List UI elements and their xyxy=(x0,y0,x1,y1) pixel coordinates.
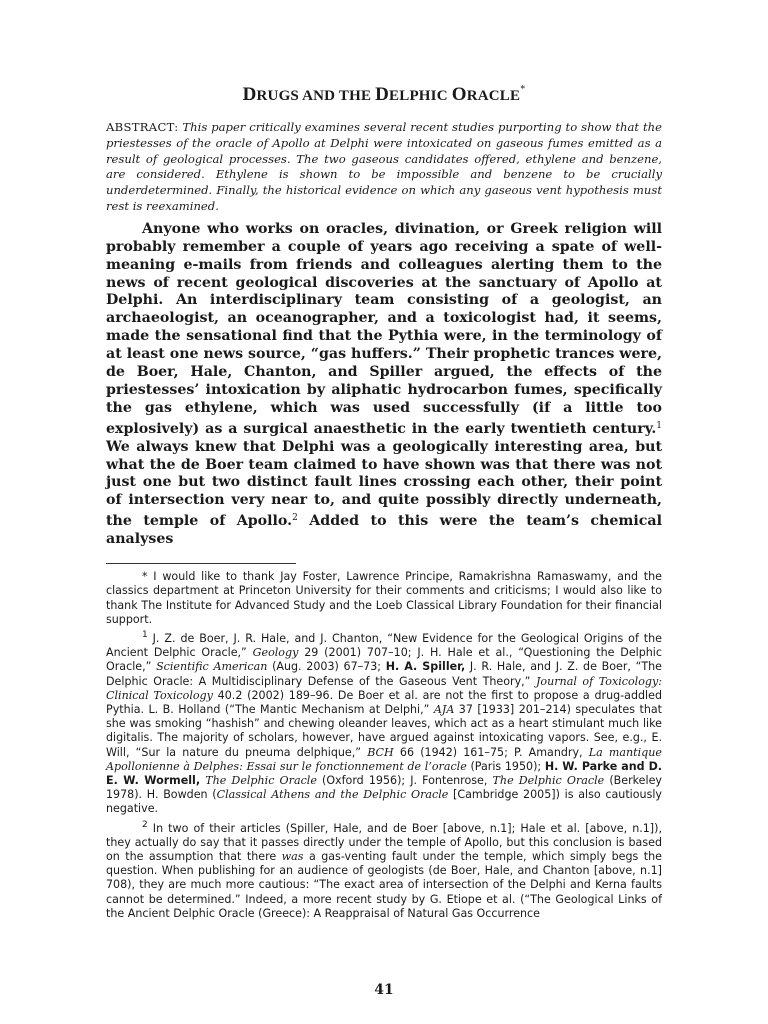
abstract-label: ABSTRACT: xyxy=(106,120,179,134)
page-number: 41 xyxy=(374,982,394,998)
footnote-ref-1: 1 xyxy=(656,420,662,431)
title-footnote-mark: * xyxy=(520,84,526,95)
footnote-rule xyxy=(106,563,296,564)
footnote-1: $^1$ J. Z. de Boer, J. R. Hale, and J. Chanton, “New Evidence for the Geological Origins of the Ancient Delphic Oracle,” Geology 29 (2001) 707–10; J. H. Hale et al., “Questioning the Delphic Oracle,” Scientific American (Aug. 2003) 67–73; H. A. Spiller, J. R. Hale, and J. Z. de Boer, “The Delphic Oracle: A Multidisciplinary Defense of the Gaseous Vent Theory,” Journal of Toxicology: Clinical Toxicology 40.2 (2002) 189–96. De Boer et al. are not the first to propose a drug-addled Pythia. L. B. Holland (“The Mantic Mechanism at Delphi,” AJA 37 [1933] 201–214) speculates that she was smoking “hashish” and chewing oleander leaves, which act as a heart stimulant much like digitalis. The majority of scholars, however, have argued against intoxicating vapors. See, e.g., E. Will, “Sur la nature du pneuma delphique,” BCH 66 (1942) 161–75; P. Amandry, La mantique Apollonienne à Delphes: Essai sur le fonctionnement de l’oracle (Paris 1950); H. W. Parke and D. E. W. Wormell, The Delphic Oracle (Oxford 1956); J. Fontenrose, The Delphic Oracle (Berkeley 1978). H. Bowden (Classical Athens and the Delphic Oracle [Cambridge 2005]) is also cautiously negative. xyxy=(106,629,662,816)
footnote-2: $^2$ In two of their articles (Spiller, Hale, and de Boer [above, n.1]; Hale et al. [above, n.1]), they actually do say that it passes directly under the temple of Apollo, but this conclusion is based on the assumption that there was a gas-venting fault under the temple, which simply begs the question. When publishing for an audience of geologists (de Boer, Hale, and Chanton [above, n.1] 708), they are much more cautious: “The exact area of intersection of the Delphi and Kerna faults cannot be determined.” Indeed, a more recent study by G. Etiope et al. (“The Geological Links of the Ancient Delphic Oracle (Greece): A Reappraisal of Natural Gas Occurrence xyxy=(106,819,662,920)
body-paragraph: Anyone who works on oracles, divination, or Greek religion will probably remember a couple of years ago receiving a spate of well-meaning e-mails from friends and colleagues alerting them to the news of recent geological discoveries at the sanctuary of Apollo at Delphi. An interdisciplinary team consisting of a geologist, an archaeologist, an oceanographer, and a toxicologist had, it seems, made the sensational find that the Pythia were, in the terminology of at least one news source, “gas huffers.” Their prophetic trances were, de Boer, Hale, Chanton, and Spiller argued, the effects of the priestesses’ intoxication by aliphatic hydrocarbon fumes, specifically the gas ethylene, which was used successfully (if a little too explosively) as a surgical anaesthetic in the early twentieth century.$^1$ We always knew that Delphi was a geologically interesting area, but what the de Boer team claimed to have shown was that there was not just one but two distinct fault lines crossing each other, their point of intersection very near to, and quite possibly directly underneath, the temple of Apollo.$^2$ Added to this were the team’s chemical analyses xyxy=(106,220,662,548)
article-title: DRUGS AND THE DELPHIC ORACLE* xyxy=(242,84,526,105)
footnote-star: * I would like to thank Jay Foster, Lawrence Principe, Ramakrishna Ramaswamy, and the classics department at Princeton University for their comments and criticisms; I would also like to thank The Institute for Advanced Study and the Loeb Classical Library Foundation for their financial support. xyxy=(106,570,662,626)
abstract-text: This paper critically examines several recent studies purporting to show that the priestesses of the oracle of Apollo at Delphi were intoxicated on gaseous fumes emitted as a result of geological processes. The two gaseous candidates offered, ethylene and benzene, are considered. Ethylene is shown to be impossible and benzene to be crucially underdetermined. Finally, the historical evidence on which any gaseous vent hypothesis must rest is reexamined. xyxy=(106,120,662,213)
page xyxy=(106,84,662,922)
footnote-ref-2: 2 xyxy=(292,513,298,524)
abstract xyxy=(106,120,662,215)
